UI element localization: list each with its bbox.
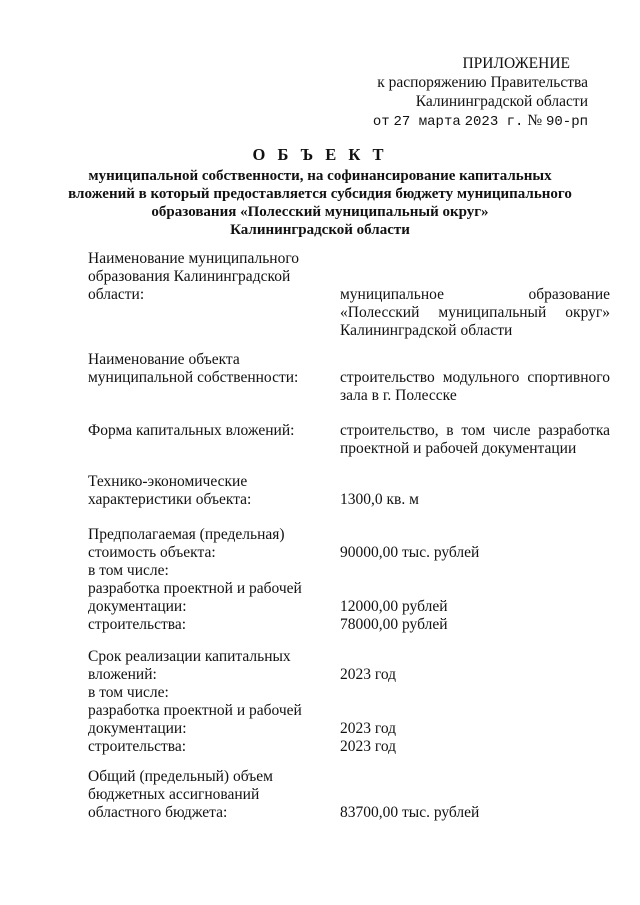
appendix-line: Калининградской области [415, 93, 588, 110]
section-value: 2023 год [340, 720, 397, 737]
section-value: 83700,00 тыс. рублей [340, 804, 480, 821]
heading-line: вложений в который предоставляется субсидия бюджету муниципального [68, 186, 572, 202]
number-sign: № [527, 112, 543, 129]
section-value: 12000,00 рублей [340, 598, 448, 615]
appendix-block [373, 54, 588, 132]
section-label: Наименование муниципального образования Калининградской области: [88, 250, 300, 303]
appendix-title: ПРИЛОЖЕНИЕ [462, 55, 570, 72]
section-value: 1300,0 кв. м [340, 491, 419, 508]
section-label: Общий (предельный) объем бюджетных ассигнований областного бюджета: [88, 768, 273, 821]
section-value: 90000,00 тыс. рублей [340, 544, 480, 561]
heading-line: Калининградской области [230, 222, 410, 238]
section-label: Технико-экономические характеристики объекта: [88, 473, 252, 508]
section-value: строительство модульного спортивного зала в г. Полесске [340, 369, 610, 404]
appendix-line: к распоряжению Правительства [377, 74, 588, 91]
heading-title: О Б Ъ Е К Т [252, 145, 388, 164]
date-text: 27 марта [393, 114, 461, 130]
year-text: 2023 г. [464, 114, 524, 130]
heading-line: муниципальной собственности, на софинансирование капитальных [88, 168, 552, 184]
document-number: 90-рп [545, 114, 588, 130]
section-label: Срок реализации капитальных вложений: в том числе: разработка проектной и рабочей документации: строительства: [88, 648, 302, 755]
section-value: муниципальное образование «Полесский муниципальный округ» Калининградской области [340, 286, 610, 339]
section-label: Форма капитальных вложений: [88, 422, 295, 439]
section-label: Предполагаемая (предельная) стоимость объекта: в том числе: разработка проектной и рабочей документации: строительства: [88, 526, 302, 633]
section-value: 2023 год [340, 738, 397, 755]
section-label: Наименование объекта муниципальной собственности: [88, 351, 299, 386]
date-prefix: от [372, 114, 390, 130]
appendix-date-line [373, 111, 588, 132]
section-value: 78000,00 рублей [340, 616, 448, 633]
heading-line: образования «Полесский муниципальный округ» [151, 204, 489, 220]
document-heading [40, 146, 600, 239]
section-value: строительство, в том числе разработка проектной и рабочей документации [340, 422, 610, 457]
section-value: 2023 год [340, 666, 397, 683]
